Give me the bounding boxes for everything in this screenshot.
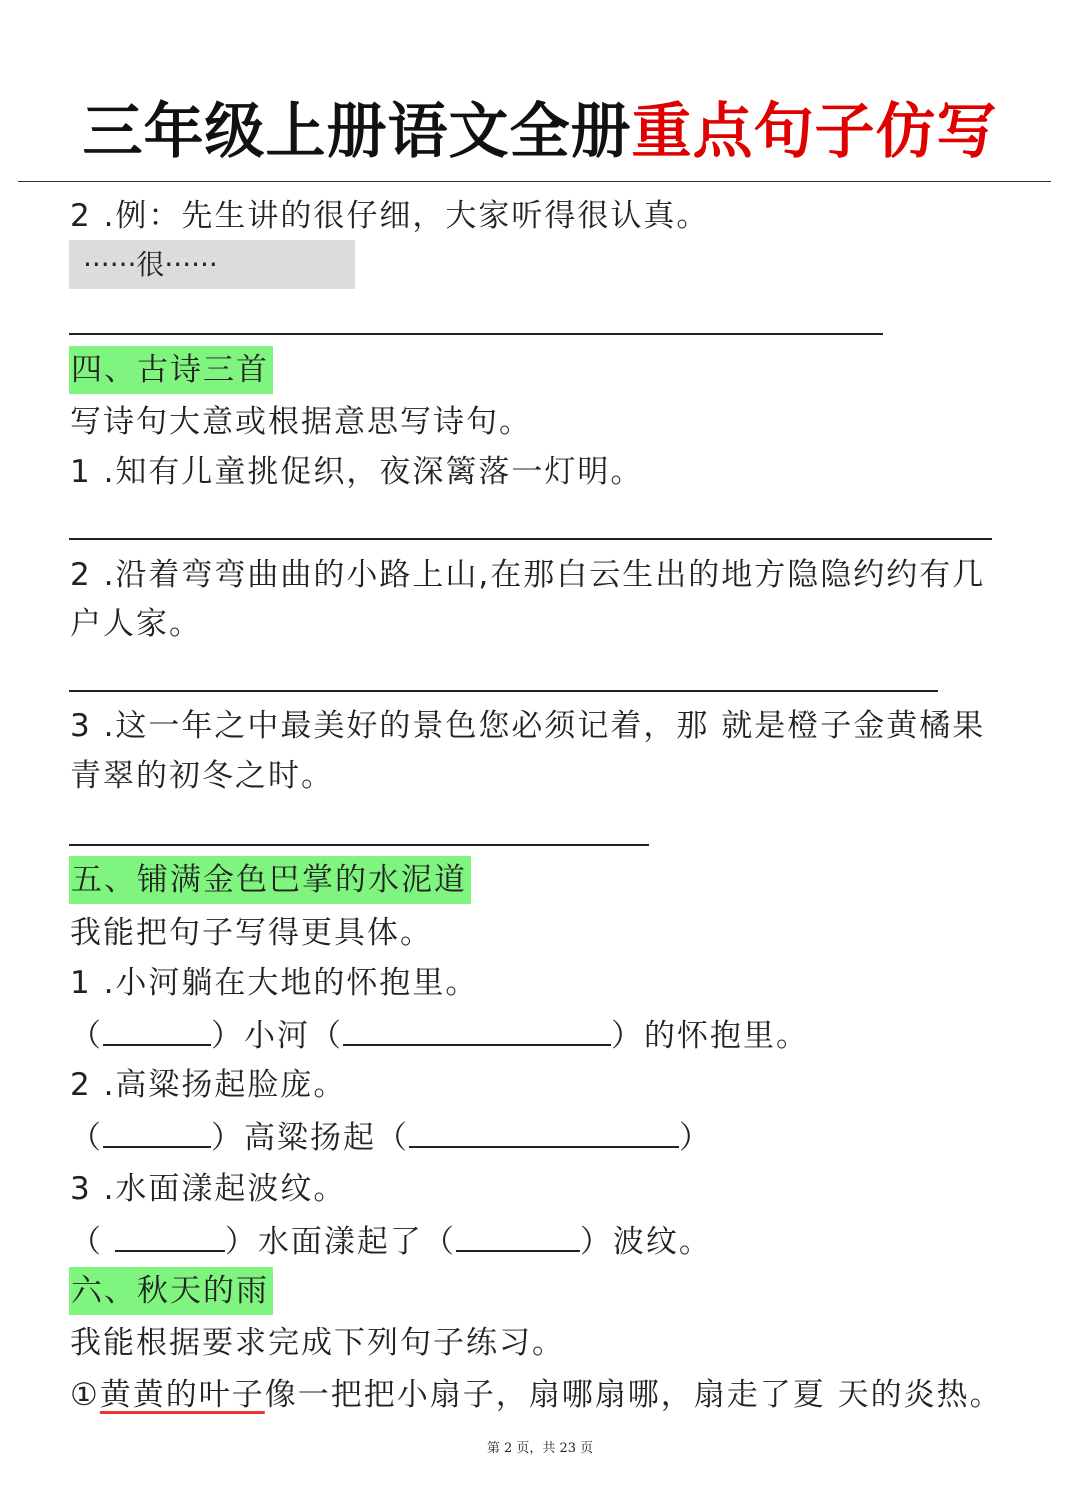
title-divider <box>18 181 1051 182</box>
answer-line[interactable] <box>69 844 649 846</box>
section-5-heading: 五、铺满金色巴掌的水泥道 <box>69 856 471 904</box>
blank-input[interactable] <box>456 1220 580 1252</box>
section-5-q3-fill: （ ）水面漾起了（ ）波纹。 <box>70 1220 712 1262</box>
section-5-q1: 1 .小河躺在大地的怀抱里。 <box>70 965 479 1001</box>
section-4-heading: 四、古诗三首 <box>69 346 273 394</box>
section-4-q3-line2: 青翠的初冬之时。 <box>70 758 334 794</box>
section-4-q2-line2: 户人家。 <box>70 606 202 642</box>
blank-input[interactable] <box>409 1116 679 1148</box>
page-number: 第 2 页，共 23 页 <box>486 1441 594 1456</box>
answer-line[interactable] <box>69 333 883 335</box>
example-2-hint: ······很······ <box>69 240 355 289</box>
section-6-q1: ①黄黄的叶子像一把把小扇子，扇哪扇哪，扇走了夏 天的炎热。 <box>70 1377 1003 1413</box>
answer-line[interactable] <box>69 690 938 692</box>
section-5-q2: 2 .高粱扬起脸庞。 <box>70 1067 347 1103</box>
answer-line[interactable] <box>69 538 992 540</box>
blank-input[interactable] <box>343 1014 611 1046</box>
section-4-q1: 1 .知有儿童挑促织，夜深篱落一灯明。 <box>70 454 644 490</box>
blank-input[interactable] <box>115 1220 225 1252</box>
section-5-q2-fill: （ ）高粱扬起（ ） <box>70 1116 712 1158</box>
page-title <box>0 92 1080 172</box>
section-4-instruction: 写诗句大意或根据意思写诗句。 <box>70 404 532 440</box>
section-5-q1-fill: （ ）小河（ ）的怀抱里。 <box>70 1014 809 1056</box>
section-4-q3-line1: 3 .这一年之中最美好的景色您必须记着，那 就是橙子金黄橘果 <box>70 708 986 744</box>
section-5-q3: 3 .水面漾起波纹。 <box>70 1171 347 1207</box>
section-6-heading: 六、秋天的雨 <box>69 1267 273 1315</box>
section-6-instruction: 我能根据要求完成下列句子练习。 <box>70 1325 565 1361</box>
blank-input[interactable] <box>103 1116 211 1148</box>
title-black: 三年级上册语文全册 <box>82 97 632 167</box>
circled-number: ① <box>70 1377 100 1413</box>
section-4-q2-line1: 2 .沿着弯弯曲曲的小路上山,在那白云生出的地方隐隐约约有几 <box>70 557 986 593</box>
section-5-instruction: 我能把句子写得更具体。 <box>70 915 433 951</box>
title-red: 重点句子仿写 <box>631 97 998 167</box>
underlined-phrase: 黄黄的叶子 <box>99 1377 265 1413</box>
blank-input[interactable] <box>103 1014 211 1046</box>
example-2-text: 2 .例：先生讲的很仔细，大家听得很认真。 <box>70 198 710 234</box>
